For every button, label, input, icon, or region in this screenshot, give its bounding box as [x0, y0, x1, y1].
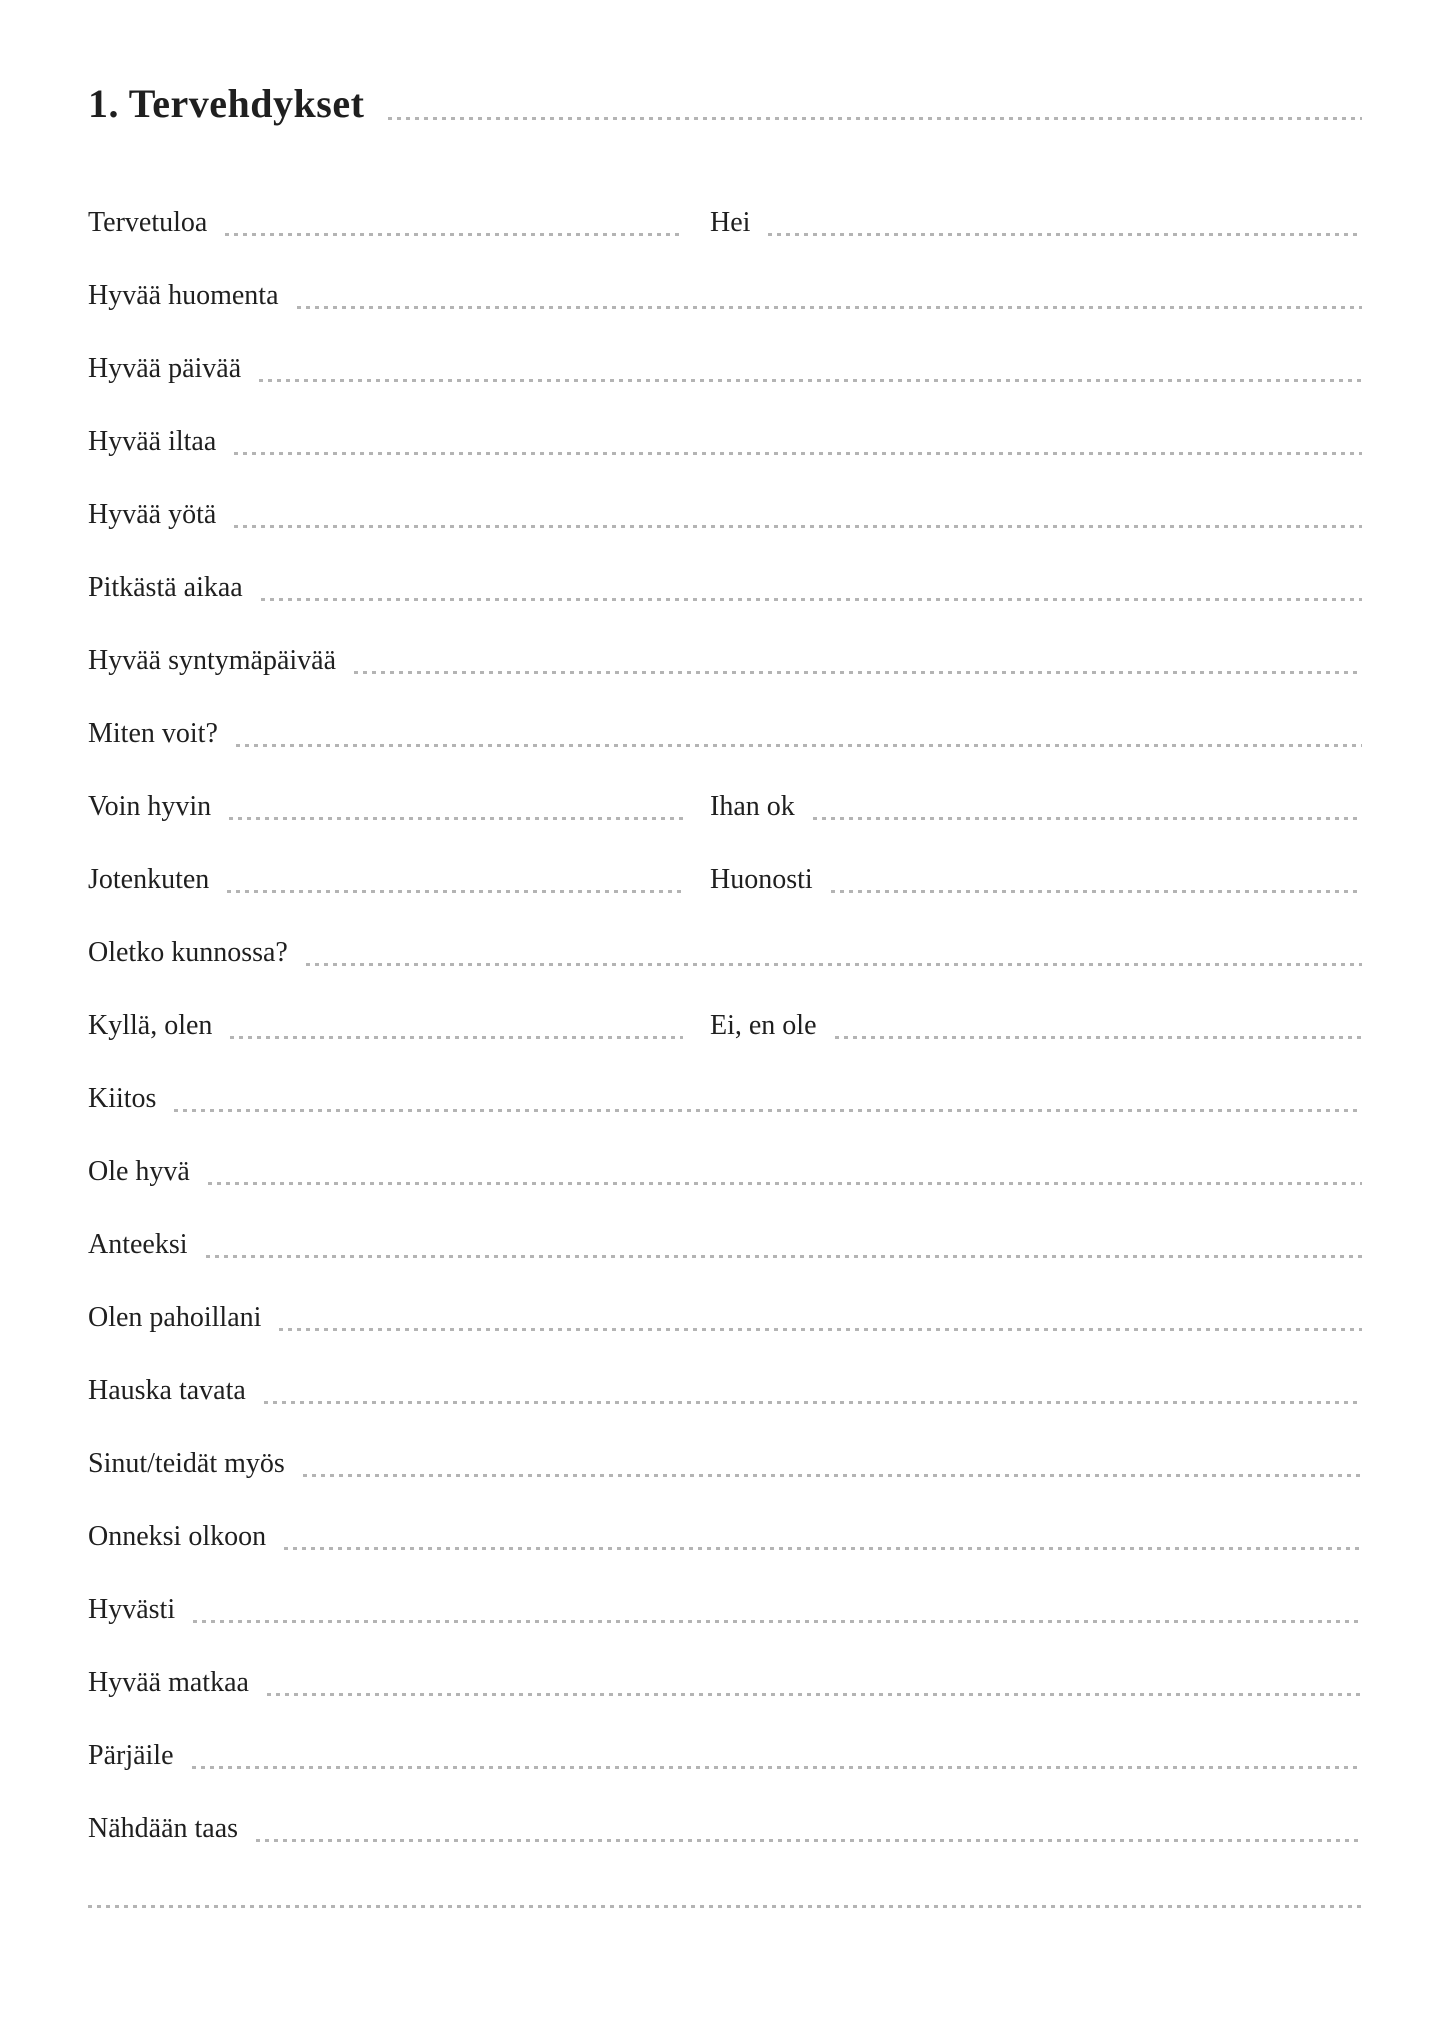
phrase-row	[88, 602, 1362, 675]
phrase-row	[88, 1624, 1362, 1697]
phrase-cell-left	[88, 209, 683, 237]
phrase-cell-left	[88, 282, 1362, 310]
answer-blank-line	[229, 817, 683, 820]
phrase-label: Pärjäile	[88, 1740, 174, 1771]
phrase-label: Ole hyvä	[88, 1156, 190, 1187]
phrase-label: Ei, en ole	[710, 1010, 817, 1041]
page-title: 1. Tervehdykset	[88, 81, 365, 126]
phrase-row	[88, 1478, 1362, 1551]
answer-blank-line	[174, 1109, 1362, 1112]
phrase-row	[88, 1332, 1362, 1405]
answer-blank-line	[230, 1036, 683, 1039]
phrase-cell-left	[88, 428, 1362, 456]
answer-blank-line	[303, 1474, 1362, 1477]
answer-blank-line	[813, 817, 1362, 820]
phrase-cell-left	[88, 647, 1362, 675]
phrase-cell-left	[88, 574, 1362, 602]
phrase-label: Hyvää iltaa	[88, 426, 217, 457]
phrase-label: Kyllä, olen	[88, 1010, 213, 1041]
phrase-row	[88, 1697, 1362, 1770]
phrase-cell-left	[88, 1523, 1362, 1551]
phrase-cell-left	[88, 720, 1362, 748]
phrase-cell-left	[88, 1450, 1362, 1478]
answer-blank-line	[297, 306, 1363, 309]
phrase-label: Voin hyvin	[88, 791, 212, 822]
answer-blank-line	[306, 963, 1362, 966]
phrase-cell-left	[88, 866, 683, 894]
phrase-cell-left	[88, 355, 1362, 383]
phrase-rows	[88, 164, 1362, 1843]
answer-blank-line	[284, 1547, 1362, 1550]
footer-rule-dotted	[88, 1905, 1362, 1908]
phrase-row	[88, 310, 1362, 383]
phrase-cell-left	[88, 1231, 1362, 1259]
phrase-cell-left	[88, 1377, 1362, 1405]
phrase-label: Kiitos	[88, 1083, 157, 1114]
phrase-cell-left	[88, 1669, 1362, 1697]
phrase-cell-left	[88, 501, 1362, 529]
phrase-label: Hei	[710, 207, 751, 238]
phrase-label: Hyvää syntymäpäivää	[88, 645, 337, 676]
phrase-row	[88, 237, 1362, 310]
answer-blank-line	[234, 525, 1362, 528]
title-rule-dotted	[388, 117, 1362, 120]
phrase-label: Oletko kunnossa?	[88, 937, 288, 968]
phrase-row	[88, 529, 1362, 602]
phrase-label: Ihan ok	[710, 791, 795, 822]
phrase-label: Hyvää päivää	[88, 353, 242, 384]
phrase-label: Tervetuloa	[88, 207, 208, 238]
answer-blank-line	[831, 890, 1362, 893]
phrase-cell-left	[88, 1012, 683, 1040]
answer-blank-line	[192, 1766, 1362, 1769]
phrase-row	[88, 748, 1362, 821]
phrase-cell-left	[88, 1815, 1362, 1843]
answer-blank-line	[354, 671, 1362, 674]
answer-blank-line	[227, 890, 683, 893]
phrase-cell-right	[710, 209, 1362, 237]
answer-blank-line	[768, 233, 1362, 236]
phrase-label: Olen pahoillani	[88, 1302, 262, 1333]
answer-blank-line	[267, 1693, 1362, 1696]
phrase-label: Anteeksi	[88, 1229, 188, 1260]
answer-blank-line	[279, 1328, 1362, 1331]
phrase-cell-left	[88, 1596, 1362, 1624]
phrase-row	[88, 894, 1362, 967]
answer-blank-line	[835, 1036, 1362, 1039]
phrase-label: Huonosti	[710, 864, 813, 895]
phrase-label: Hyvää matkaa	[88, 1667, 249, 1698]
phrase-label: Pitkästä aikaa	[88, 572, 243, 603]
phrase-row	[88, 1113, 1362, 1186]
phrase-label: Miten voit?	[88, 718, 218, 749]
phrase-cell-left	[88, 793, 683, 821]
phrase-label: Hyvää yötä	[88, 499, 217, 530]
phrase-label: Hyvästi	[88, 1594, 176, 1625]
answer-blank-line	[261, 598, 1362, 601]
answer-blank-line	[193, 1620, 1362, 1623]
phrase-row	[88, 1770, 1362, 1843]
phrase-cell-left	[88, 1158, 1362, 1186]
answer-blank-line	[259, 379, 1362, 382]
phrase-row	[88, 1405, 1362, 1478]
phrase-cell-right	[710, 1012, 1362, 1040]
phrase-cell-left	[88, 939, 1362, 967]
answer-blank-line	[256, 1839, 1362, 1842]
phrase-cell-left	[88, 1304, 1362, 1332]
phrase-cell-left	[88, 1085, 1362, 1113]
phrase-row	[88, 967, 1362, 1040]
answer-blank-line	[264, 1401, 1362, 1404]
phrase-label: Sinut/teidät myös	[88, 1448, 285, 1479]
phrase-row	[88, 821, 1362, 894]
phrase-label: Jotenkuten	[88, 864, 210, 895]
answer-blank-line	[206, 1255, 1362, 1258]
phrase-label: Hauska tavata	[88, 1375, 246, 1406]
phrase-row	[88, 675, 1362, 748]
phrase-cell-right	[710, 793, 1362, 821]
title-row	[88, 80, 1362, 124]
phrase-row	[88, 1259, 1362, 1332]
answer-blank-line	[208, 1182, 1362, 1185]
phrase-row	[88, 1551, 1362, 1624]
phrase-cell-left	[88, 1742, 1362, 1770]
phrase-cell-right	[710, 866, 1362, 894]
phrase-row	[88, 1040, 1362, 1113]
answer-blank-line	[225, 233, 683, 236]
phrase-label: Onneksi olkoon	[88, 1521, 267, 1552]
phrase-row	[88, 164, 1362, 237]
phrase-label: Nähdään taas	[88, 1813, 239, 1844]
answer-blank-line	[234, 452, 1362, 455]
phrase-row	[88, 383, 1362, 456]
phrase-label: Hyvää huomenta	[88, 280, 279, 311]
phrase-row	[88, 456, 1362, 529]
phrase-row	[88, 1186, 1362, 1259]
answer-blank-line	[236, 744, 1362, 747]
